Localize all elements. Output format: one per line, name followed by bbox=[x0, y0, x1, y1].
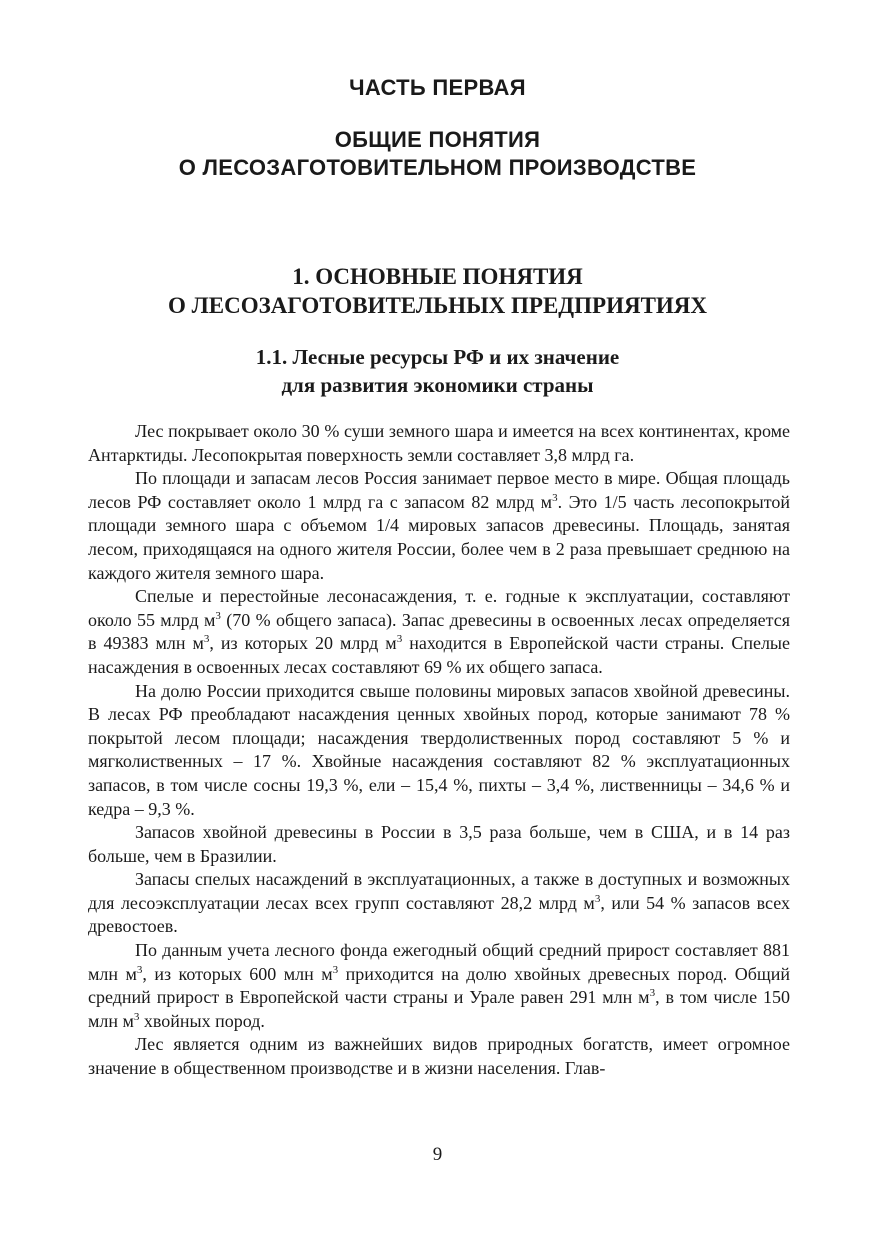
paragraph-1: Лес покрывает около 30 % суши земного шара и имеется на всех континентах, кроме Антарктиды. Лесопокрытая поверхность земли составляет 3,8 млрд га. bbox=[88, 421, 790, 465]
section-title-line-1: 1.1. Лесные ресурсы РФ и их значение bbox=[255, 345, 620, 369]
paragraph-5: Запасов хвойной древесины в России в 3,5 раза больше, чем в США, и в 14 раз больше, чем в Бразилии. bbox=[88, 822, 790, 866]
paragraph-7-text-b: , из которых 600 млн м bbox=[142, 963, 333, 984]
cubic-superscript: 3 bbox=[396, 633, 403, 646]
part-title: ЧАСТЬ ПЕРВАЯ bbox=[349, 75, 526, 100]
cubic-superscript: 3 bbox=[552, 491, 558, 504]
paragraph-7-text-d: , в том числе 150 млн м bbox=[88, 987, 790, 1031]
cubic-superscript: 3 bbox=[594, 892, 601, 905]
paragraph-6-text-b: , или 54 % запасов всех древостоев. bbox=[88, 892, 791, 937]
section-title-line-2: для развития экономики страны bbox=[281, 373, 594, 397]
paragraph-7-text-c: приходится на долю хвойных древесных пород. Общий средний прирост в Европейской части страны и Урале равен 291 млн м bbox=[88, 963, 790, 1008]
chapter-title-line-2: О ЛЕСОЗАГОТОВИТЕЛЬНЫХ ПРЕДПРИЯТИЯХ bbox=[167, 293, 708, 318]
paragraph-3-text-b: (70 % общего запаса). Запас древесины в освоенных лесах определяется в 49383 млн м bbox=[88, 609, 791, 654]
part-subtitle-line-2: О ЛЕСОЗАГОТОВИТЕЛЬНОМ ПРОИЗВОДСТВЕ bbox=[178, 155, 697, 180]
paragraph-3-text-d: находится в Европейской части страны. Спелые насаждения в освоенных лесах составляют 69 % их общего запаса. bbox=[88, 633, 791, 677]
part-subtitle-line-1: ОБЩИЕ ПОНЯТИЯ bbox=[334, 127, 541, 152]
chapter-title bbox=[0, 262, 875, 320]
paragraph-6 bbox=[88, 868, 790, 939]
cubic-superscript: 3 bbox=[215, 609, 221, 622]
paragraph-7-text-a: По данным учета лесного фонда ежегодный общий средний прирост составляет 881 млн м bbox=[88, 940, 790, 984]
page-number: 9 bbox=[432, 1144, 443, 1165]
cubic-superscript: 3 bbox=[203, 633, 210, 646]
paragraph-7 bbox=[88, 939, 790, 1033]
paragraph-3-text-c: , из которых 20 млрд м bbox=[209, 633, 397, 654]
paragraph-8: Лес является одним из важнейших видов природных богатств, имеет огромное значение в общественном производстве и в жизни населения. Глав- bbox=[88, 1034, 790, 1079]
paragraph-3-text-a: Спелые и перестойные лесонасаждения, т. е. годные к эксплуатации, составляют около 55 млрд м bbox=[88, 586, 790, 630]
body-text bbox=[88, 420, 790, 1081]
paragraph-6-text-a: Запасы спелых насаждений в эксплуатационных, а также в доступных и возможных для лесоэксплуатации лесах всех групп составляют 28,2 млрд м bbox=[88, 869, 790, 913]
chapter-title-line-1: 1. ОСНОВНЫЕ ПОНЯТИЯ bbox=[292, 264, 583, 289]
section-title bbox=[0, 343, 875, 399]
cubic-superscript: 3 bbox=[332, 963, 339, 976]
paragraph-2-text-a: По площади и запасам лесов Россия занимает первое место в мире. Общая площадь лесов РФ составляет около 1 млрд га с запасом 82 млрд м bbox=[88, 468, 790, 512]
cubic-superscript: 3 bbox=[133, 1010, 140, 1023]
part-subtitle bbox=[0, 126, 875, 182]
paragraph-7-text-e: хвойных пород. bbox=[139, 1010, 265, 1031]
cubic-superscript: 3 bbox=[136, 963, 143, 976]
paragraph-2-text-b: . Это 1/5 часть лесопокрытой площади земного шара с объемом 1/4 мировых запасов древесины. Площадь, занятая лесом, приходящаяся на одного жителя России, более чем в 2 раза превышает среднюю на каждого жителя земного шара. bbox=[88, 491, 790, 583]
paragraph-2 bbox=[88, 467, 790, 585]
paragraph-3 bbox=[88, 585, 790, 679]
paragraph-4: На долю России приходится свыше половины мировых запасов хвойной древесины. В лесах РФ преобладают насаждения ценных хвойных пород, которые занимают 78 % покрытой лесом площади; насаждения твердолиственных пород составляют 5 % и мягколиственных – 17 %. Хвойные насаждения составляют 82 % эксплуатационных запасов, в том числе сосны 19,3 %, ели – 15,4 %, пихты – 3,4 %, лиственницы – 34,6 % и кедра – 9,3 %. bbox=[88, 680, 790, 819]
cubic-superscript: 3 bbox=[649, 987, 656, 1000]
